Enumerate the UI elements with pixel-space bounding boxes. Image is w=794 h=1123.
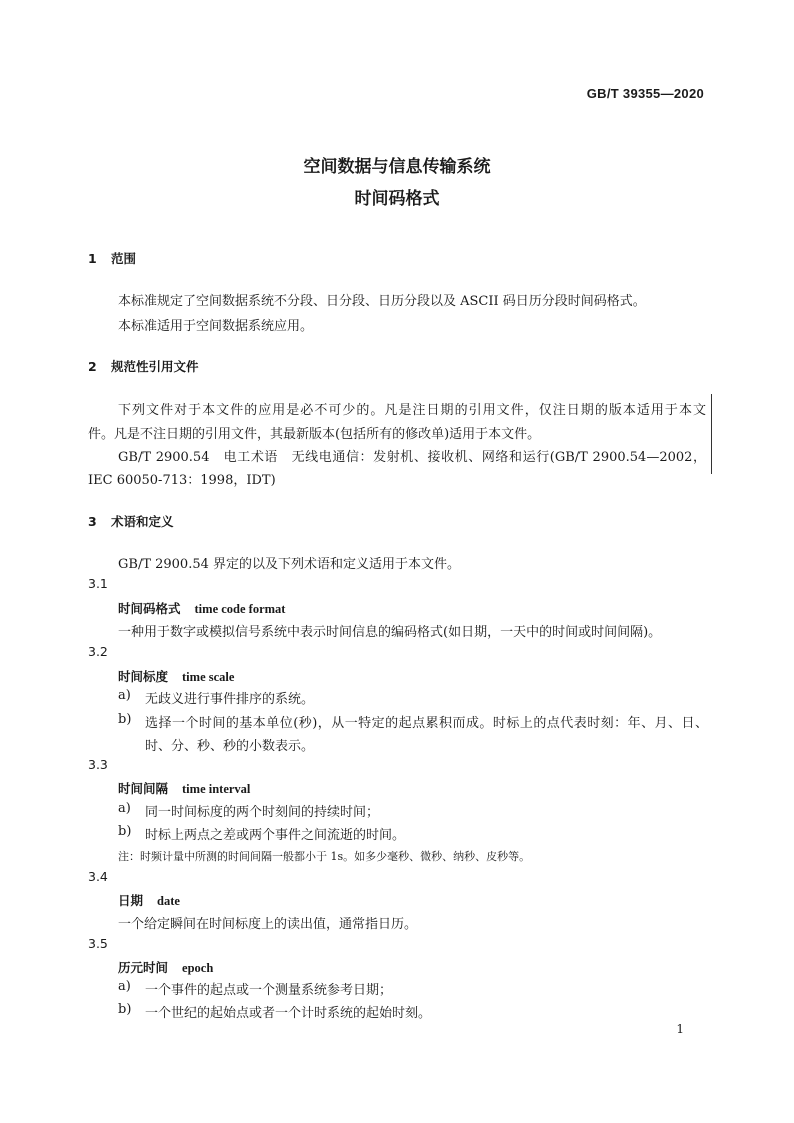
- list-marker: b): [118, 712, 132, 727]
- section-number: 1: [88, 251, 97, 266]
- list-text-continuation: 时、分、秒、秒的小数表示。: [145, 739, 315, 754]
- clause-3-5-number: 3.5: [88, 936, 108, 951]
- term-en: epoch: [182, 961, 214, 975]
- list-marker: a): [118, 801, 131, 816]
- reference-entry-line2: IEC 60050-713：1998，IDT): [88, 473, 276, 488]
- change-bar: [711, 394, 712, 474]
- section-2-heading: [88, 357, 199, 375]
- section-number: 2: [88, 359, 97, 374]
- list-text: 无歧义进行事件排序的系统。: [145, 692, 315, 707]
- section-title: 范围: [111, 251, 137, 266]
- reference-entry-line1: GB/T 2900.54 电工术语 无线电通信：发射机、接收机、网络和运行(GB/T 2900.54—2002，: [118, 450, 706, 465]
- term-3-5: [118, 958, 213, 976]
- list-item: [118, 801, 708, 821]
- clause-3-4-number: 3.4: [88, 869, 108, 884]
- list-item: [118, 688, 708, 708]
- section-title: 术语和定义: [111, 514, 174, 529]
- term-3-1-definition: 一种用于数字或模拟信号系统中表示时间信息的编码格式(如日期，一天中的时间或时间间隔)。: [118, 625, 662, 640]
- term-zh: 时间码格式: [118, 601, 181, 616]
- section-title: 规范性引用文件: [111, 359, 199, 374]
- note: 注：时频计量中所测的时间间隔一般都小于 1s。如多少毫秒、微秒、纳秒、皮秒等。: [118, 850, 531, 863]
- list-item: [118, 824, 708, 844]
- clause-3-2-number: 3.2: [88, 644, 108, 659]
- term-zh: 日期: [118, 893, 144, 908]
- list-text: 一个事件的起点或一个测量系统参考日期；: [145, 983, 393, 998]
- list-item: [118, 712, 708, 732]
- normative-paragraph-line2: 件。凡是不注日期的引用文件，其最新版本(包括所有的修改单)适用于本文件。: [88, 427, 541, 442]
- list-text: 一个世纪的起始点或者一个计时系统的起始时刻。: [145, 1006, 432, 1021]
- list-marker: b): [118, 824, 132, 839]
- list-item: [118, 979, 708, 999]
- normative-paragraph-line1: 下列文件对于本文件的应用是必不可少的。凡是注日期的引用文件，仅注日期的版本适用于本文: [118, 403, 706, 418]
- document-title-line1: 空间数据与信息传输系统: [303, 157, 491, 177]
- list-marker: a): [118, 979, 131, 994]
- term-en: time code format: [194, 602, 286, 616]
- document-title-line2: 时间码格式: [354, 189, 440, 209]
- term-3-3: [118, 779, 250, 797]
- clause-3-1-number: 3.1: [88, 576, 108, 591]
- term-zh: 历元时间: [118, 960, 169, 975]
- standard-code: GB/T 39355—2020: [586, 86, 704, 101]
- term-3-4: [118, 891, 180, 909]
- section-1-heading: [88, 249, 136, 267]
- list-marker: b): [118, 1002, 132, 1017]
- term-zh: 时间间隔: [118, 781, 169, 796]
- section-number: 3: [88, 514, 97, 529]
- list-item: [118, 1002, 708, 1022]
- list-text: 选择一个时间的基本单位(秒)，从一特定的起点累积而成。时标上的点代表时刻：年、月、日、: [145, 716, 708, 731]
- list-text: 时标上两点之差或两个事件之间流逝的时间。: [145, 828, 406, 843]
- list-marker: a): [118, 688, 131, 703]
- scope-paragraph-1: 本标准规定了空间数据系统不分段、日分段、日历分段以及 ASCII 码日历分段时间码格式。: [118, 294, 646, 309]
- section-3-heading: [88, 512, 174, 530]
- list-text: 同一时间标度的两个时刻间的持续时间；: [145, 805, 380, 820]
- term-3-2: [118, 667, 234, 685]
- clause-3-3-number: 3.3: [88, 757, 108, 772]
- page-number: 1: [676, 1022, 684, 1036]
- term-en: time scale: [182, 670, 235, 684]
- term-en: date: [157, 894, 180, 908]
- term-3-1: [118, 599, 285, 617]
- term-en: time interval: [182, 782, 251, 796]
- scope-paragraph-2: 本标准适用于空间数据系统应用。: [118, 319, 314, 334]
- term-zh: 时间标度: [118, 669, 169, 684]
- terms-intro: GB/T 2900.54 界定的以及下列术语和定义适用于本文件。: [118, 557, 461, 572]
- term-3-4-definition: 一个给定瞬间在时间标度上的读出值，通常指日历。: [118, 917, 418, 932]
